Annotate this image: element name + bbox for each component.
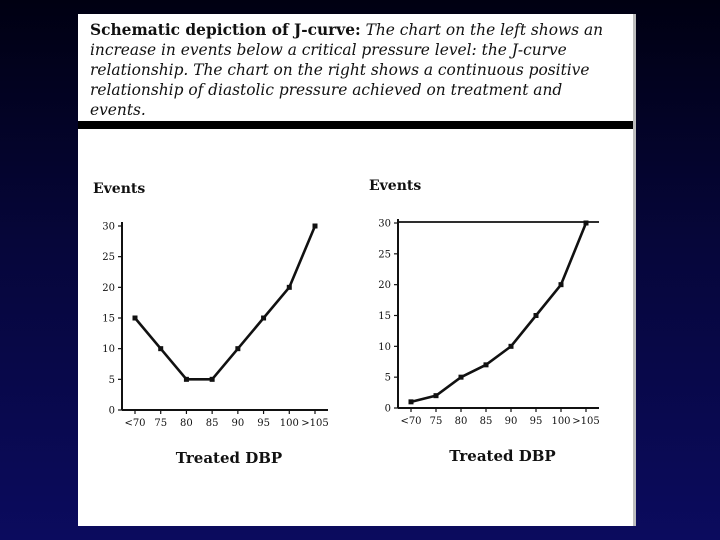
- slide-panel: [78, 14, 636, 526]
- caption-lead: Schematic depiction of J-curve:: [90, 21, 361, 39]
- right-chart-y-tick-label: 20: [378, 280, 391, 292]
- right-chart-data-point: [584, 221, 589, 226]
- right-chart-x-tick-label: 80: [454, 416, 468, 427]
- left-chart-x-tick-label: 80: [180, 418, 193, 429]
- right-chart-data-point: [509, 344, 514, 349]
- left-chart-x-tick-label: 100: [279, 418, 299, 429]
- left-chart-y-tick-label: 30: [102, 221, 115, 233]
- left-chart-y-tick-label: 5: [108, 374, 115, 386]
- right-chart-series-line: [411, 223, 586, 402]
- left-chart-x-tick-label: <70: [124, 418, 146, 429]
- right-chart-data-point: [409, 399, 414, 404]
- right-chart-y-tick-label: 5: [384, 372, 391, 384]
- right-chart-x-tick-label: 95: [529, 416, 543, 427]
- right-chart-x-tick-label: 85: [479, 416, 493, 427]
- right-chart-x-tick-label: 100: [551, 416, 571, 427]
- left-chart-x-tick-label: 85: [205, 418, 219, 429]
- right-chart-data-point: [534, 313, 539, 318]
- left-chart-x-tick-label: 95: [257, 418, 270, 429]
- right-chart-x-tick-label: >105: [572, 416, 600, 427]
- left-chart-x-axis-title: Treated DBP: [175, 449, 283, 467]
- right-chart-data-point: [484, 362, 489, 367]
- left-chart-x-tick-label: 75: [154, 418, 168, 429]
- left-chart-y-axis-title: Events: [93, 181, 146, 197]
- right-chart-y-tick-label: 30: [378, 218, 391, 230]
- left-chart-y-tick-label: 15: [102, 313, 115, 325]
- caption-body: The chart on the left shows an increase in events below a critical pressure level: the J-curve relationship. The chart on the right shows a continuous positive relationship of diastolic pressure achieved on treatment and events.: [90, 21, 604, 119]
- left-chart-y-tick-label: 20: [102, 282, 115, 294]
- right-chart-x-axis-title: Treated DBP: [449, 447, 556, 465]
- right-chart-x-tick-label: 90: [504, 416, 518, 427]
- linear-relationship-chart: [78, 14, 636, 526]
- right-chart-data-point: [434, 393, 439, 398]
- right-chart-y-axis-title: Events: [369, 178, 422, 194]
- right-chart-y-tick-label: 15: [378, 311, 391, 322]
- left-chart-y-tick-label: 10: [102, 344, 115, 356]
- left-chart-y-tick-label: 25: [102, 252, 115, 264]
- right-chart-y-tick-label: 25: [378, 249, 391, 261]
- left-chart-x-tick-label: >105: [301, 418, 329, 429]
- right-chart-x-tick-label: 75: [429, 416, 443, 427]
- left-chart-x-tick-label: 90: [231, 418, 245, 429]
- right-chart-y-tick-label: 10: [378, 341, 391, 353]
- left-chart-y-tick-label: 0: [108, 405, 115, 417]
- right-chart-data-point: [559, 282, 564, 287]
- right-chart-y-tick-label: 0: [384, 403, 391, 415]
- right-chart-x-tick-label: <70: [400, 416, 422, 427]
- right-chart-data-point: [459, 375, 464, 380]
